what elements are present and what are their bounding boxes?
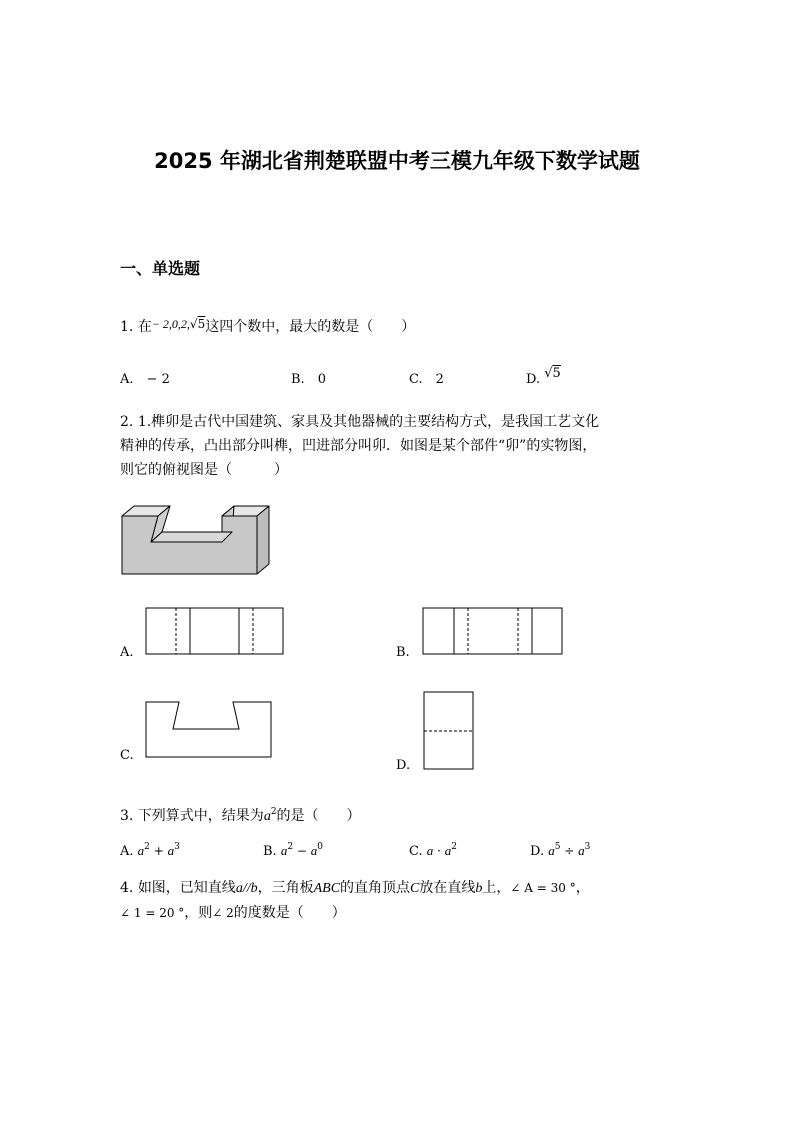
number-list: − 2,0,2, bbox=[151, 317, 190, 331]
question-text: 的是（ ） bbox=[276, 808, 361, 824]
mortise-3d-figure bbox=[118, 502, 274, 580]
sqrt-expression: √5 bbox=[189, 317, 206, 331]
section-heading: 一、单选题 bbox=[120, 259, 201, 278]
q2-option-b-figure[interactable] bbox=[422, 607, 564, 657]
question-text: 这四个数中，最大的数是（ ） bbox=[205, 319, 416, 335]
question-text-line: 1.榫卯是古代中国建筑、家具及其他器械的主要结构方式，是我国工艺文化 bbox=[137, 414, 600, 430]
q1-option-c[interactable]: C. 2 bbox=[409, 372, 444, 387]
question-text-line: 则它的俯视图是（ ） bbox=[120, 462, 288, 478]
q3-option-d[interactable]: D. $a^5 \div a^3$ bbox=[530, 842, 591, 859]
q2-option-d-label[interactable]: D. bbox=[396, 758, 411, 773]
q3-option-c[interactable]: C. $a \cdot a^2$ bbox=[409, 842, 457, 859]
q2-option-b-label[interactable]: B. bbox=[396, 645, 410, 660]
question-number: 3. bbox=[120, 808, 134, 824]
question-number: 4. bbox=[120, 880, 134, 896]
question-text-line: 精神的传承，凸出部分叫榫，凹进部分叫卯．如图是某个部件“卯”的实物图， bbox=[120, 438, 597, 454]
q3-option-a[interactable]: A. $a^2 + a^3$ bbox=[120, 842, 180, 859]
page-title: 2025 年湖北省荆楚联盟中考三模九年级下数学试题 bbox=[154, 149, 640, 173]
q3-option-b[interactable]: B. $a^2 - a^0$ bbox=[263, 842, 323, 859]
question-1 bbox=[120, 312, 415, 339]
q2-option-c-figure[interactable] bbox=[145, 701, 273, 759]
q2-option-d-figure[interactable] bbox=[423, 691, 475, 771]
question-number: 2. bbox=[120, 414, 134, 430]
q2-option-a-label[interactable]: A. bbox=[120, 645, 134, 660]
question-text: 在 bbox=[137, 319, 152, 335]
question-text: 下列算式中，结果为 bbox=[137, 808, 264, 824]
q1-option-a[interactable]: A. − 2 bbox=[120, 372, 170, 387]
question-number: 1. bbox=[120, 319, 134, 335]
question-2 bbox=[120, 410, 599, 482]
question-4: 4. 如图，已知直线a//b，三角板ABC的直角顶点C放在直线b上，∠ A = 30 °， ∠ 1 = 20 °，则∠ 2的度数是（ ） bbox=[120, 880, 590, 921]
q2-option-a-figure[interactable] bbox=[145, 607, 285, 657]
q2-option-c-label[interactable]: C. bbox=[120, 748, 134, 763]
sqrt-expression: √5 bbox=[544, 366, 561, 381]
q1-option-b[interactable]: B. 0 bbox=[291, 372, 326, 387]
question-3: 3. 下列算式中，结果为$a^2$的是（ ） bbox=[120, 807, 361, 824]
q1-option-d[interactable]: D. √5 bbox=[526, 366, 561, 387]
